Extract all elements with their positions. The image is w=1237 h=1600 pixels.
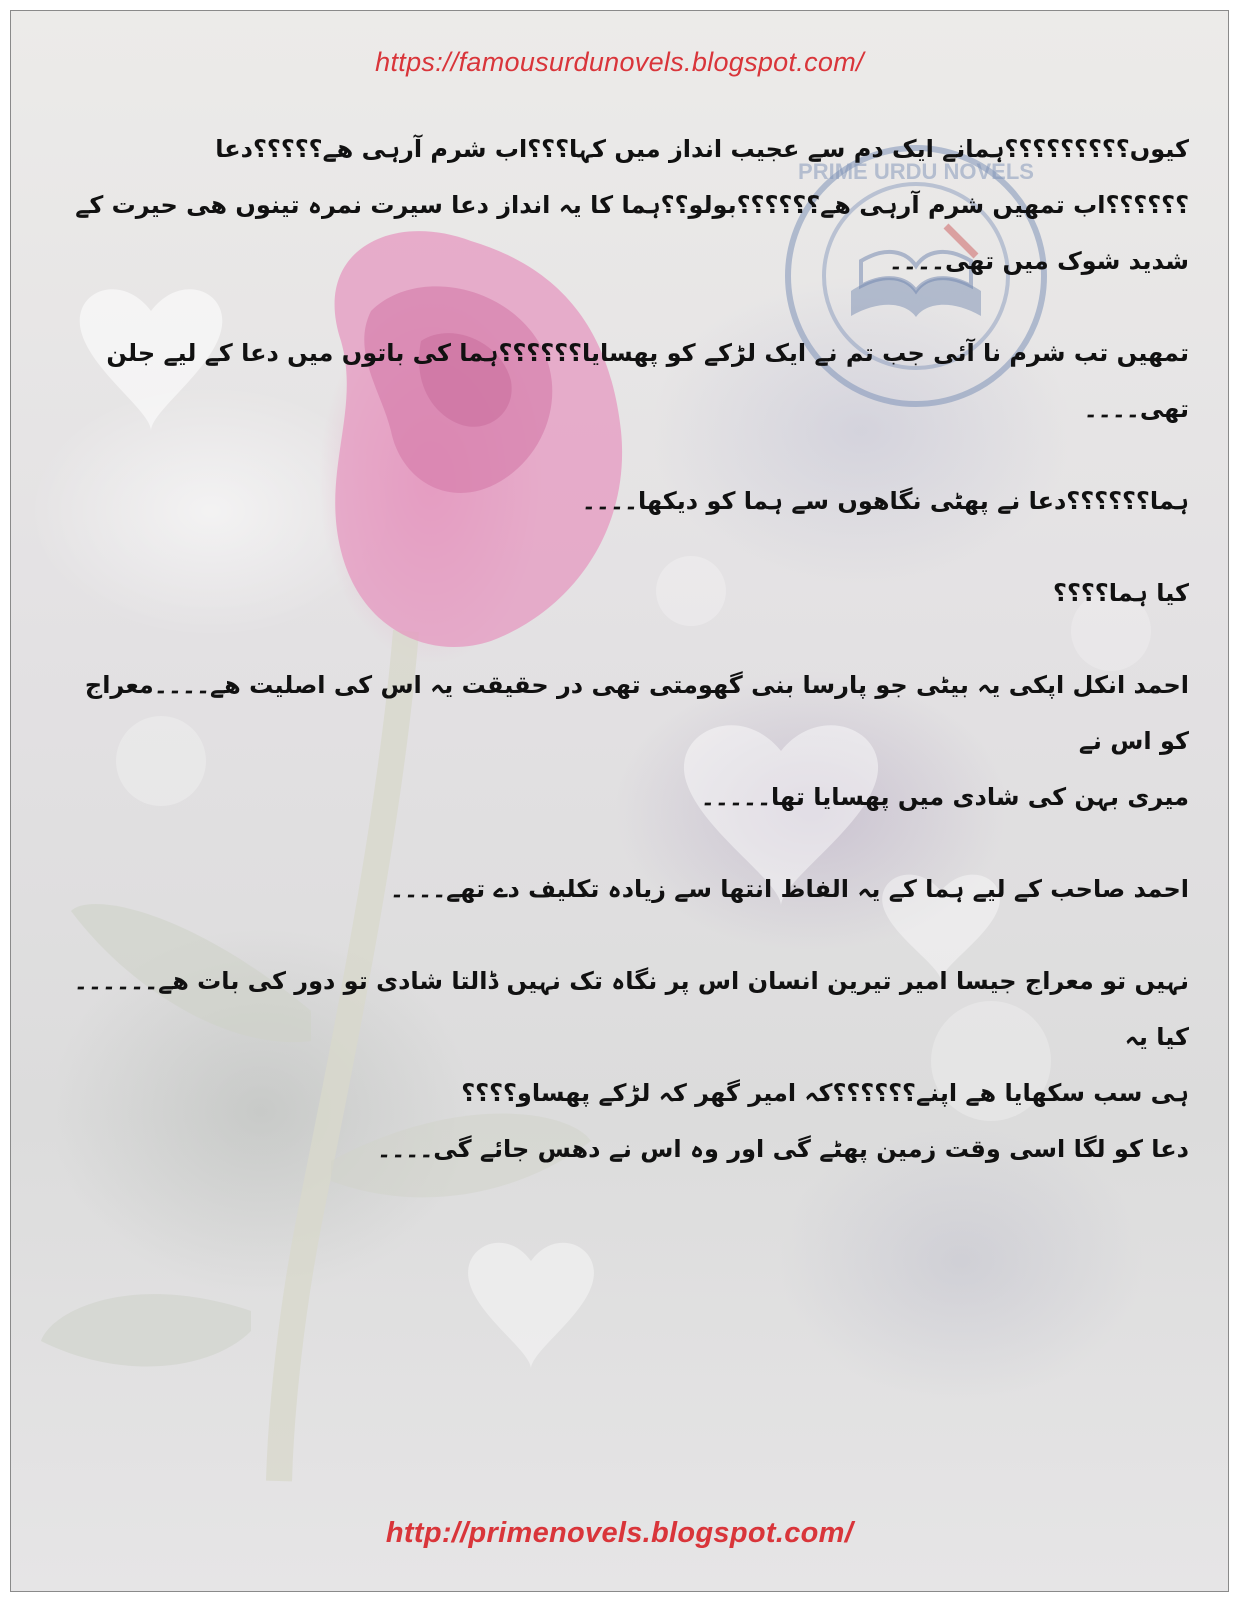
paragraph xyxy=(71,473,1189,529)
text-line: تھی۔۔۔۔ xyxy=(1083,395,1189,423)
text-line: ہما؟؟؟؟؟؟دعا نے پھٹی نگاھوں سے ہما کو دیکھا۔۔۔۔ xyxy=(581,487,1189,515)
text-line: میری بہن کی شادی میں پھسایا تھا۔۔۔۔۔ xyxy=(700,783,1189,811)
novel-text xyxy=(71,121,1189,1177)
paragraph xyxy=(71,861,1189,917)
header-blog-url[interactable]: https://famousurdunovels.blogspot.com/ xyxy=(375,47,864,77)
text-line: احمد انکل اپکی یہ بیٹی جو پارسا بنی گھومتی تھی در حقیقت یہ اس کی اصلیت ھے۔۔۔۔معراج کو اس نے xyxy=(84,671,1189,755)
novel-page xyxy=(10,10,1229,1592)
paragraph xyxy=(71,121,1189,289)
paragraph xyxy=(71,953,1189,1121)
text-line: نہیں تو معراج جیسا امیر تیرین انسان اس پر نگاہ تک نہیں ڈالتا شادی تو دور کی بات ھے۔۔۔۔۔۔کیا یہ xyxy=(73,967,1189,1051)
paragraph xyxy=(71,1121,1189,1177)
text-line: ہی سب سکھایا ھے اپنے؟؟؟؟؟؟کہ امیر گھر کہ لڑکے پھساو؟؟؟؟ xyxy=(461,1079,1189,1107)
paragraph xyxy=(71,565,1189,621)
text-line: احمد صاحب کے لیے ہما کے یہ الفاظ انتھا سے زیادہ تکلیف دے تھے۔۔۔۔ xyxy=(389,875,1189,903)
paragraph xyxy=(71,657,1189,825)
text-line: دعا کو لگا اسی وقت زمین پھٹے گی اور وہ اس نے دھس جائے گی۔۔۔۔ xyxy=(377,1135,1189,1163)
text-line: کیا ہما؟؟؟؟ xyxy=(1053,579,1189,607)
text-line: تمھیں تب شرم نا آئی جب تم نے ایک لڑکے کو پھسایا؟؟؟؟؟؟ہما کی باتوں میں دعا کے لیے جلن xyxy=(106,339,1189,367)
text-line: کیوں؟؟؟؟؟؟؟؟؟ہمانے ایک دم سے عجیب انداز میں کہا؟؟؟اب شرم آرہی ھے؟؟؟؟؟دعا xyxy=(215,135,1189,163)
svg-text:PRIME URDU NOVELS: PRIME URDU NOVELS xyxy=(798,159,1034,184)
text-line: شدید شوک میں تھی۔۔۔۔ xyxy=(888,247,1189,275)
text-line: ؟؟؟؟؟؟اب تمھیں شرم آرہی ھے؟؟؟؟؟؟بولو؟؟ہما کا یہ انداز دعا سیرت نمرہ تینوں ھی حیرت کے xyxy=(75,191,1189,219)
footer-blog-url[interactable]: http://primenovels.blogspot.com/ xyxy=(385,1517,854,1549)
paragraph xyxy=(71,325,1189,437)
